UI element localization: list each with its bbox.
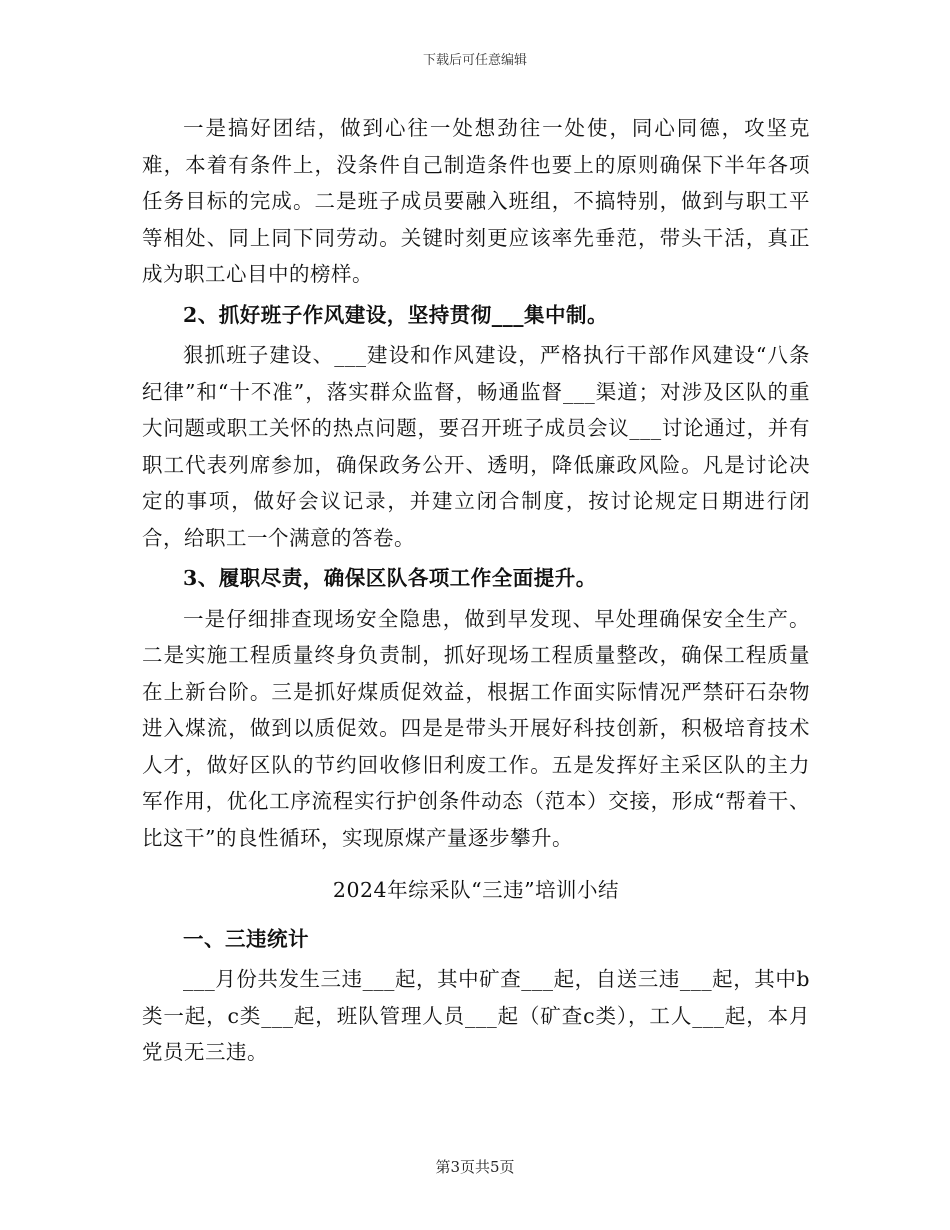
paragraph-unity: 一是搞好团结，做到心往一处想劲往一处使，同心同德，攻坚克难，本着有条件上，没条件自己制造条件也要上的原则确保下半年各项任务目标的完成。二是班子成员要融入班组，不搞特别，做到与职工平等相处、同上同下同劳动。关键时刻更应该率先垂范，带头干活，真正成为职工心目中的榜样。 [142, 116, 810, 286]
paragraph-work-style: 狠抓班子建设、___建设和作风建设，严格执行干部作风建设“八条纪律”和“十不准”，落实群众监督，畅通监督___渠道；对涉及区队的重大问题或职工关怀的热点问题，要召开班子成员会议___讨论通过，并有职工代表列席参加，确保政务公开、透明，降低廉政风险。凡是讨论决定的事项，做好会议记录，并建立闭合制度，按讨论规定日期进行闭合，给职工一个满意的答卷。 [142, 343, 810, 550]
section-title: 2024年综采队“三违”培训小结 [332, 878, 620, 902]
heading-duties: 3、履职尽责，确保区队各项工作全面提升。 [183, 566, 597, 590]
document-body [142, 110, 810, 1071]
page-header-note: 下载后可任意编辑 [422, 53, 527, 68]
page-number: 第3页共5页 [435, 1158, 515, 1176]
heading-work-style: 2、抓好班子作风建设，坚持贯彻___集中制。 [183, 302, 609, 327]
paragraph-violation-stats: ___月份共发生三违___起，其中矿查___起，自送三违___起，其中b类一起，c类___起，班队管理人员___起（矿查c类），工人___起，本月党员无三违。 [142, 967, 810, 1064]
heading-violation-stats: 一、三违统计 [183, 926, 309, 951]
paragraph-duties: 一是仔细排查现场安全隐患，做到早发现、早处理确保安全生产。二是实施工程质量终身负责制，抓好现场工程质量整改，确保工程质量在上新台阶。三是抓好煤质促效益，根据工作面实际情况严禁矸石杂物进入煤流，做到以质促效。四是是带头开展好科技创新，积极培育技术人才，做好区队的节约回收修旧利废工作。五是发挥好主采区队的主力军作用，优化工序流程实行护创条件动态（范本）交接，形成“帮着干、比这干”的良性循环，实现原煤产量逐步攀升。 [142, 606, 810, 850]
